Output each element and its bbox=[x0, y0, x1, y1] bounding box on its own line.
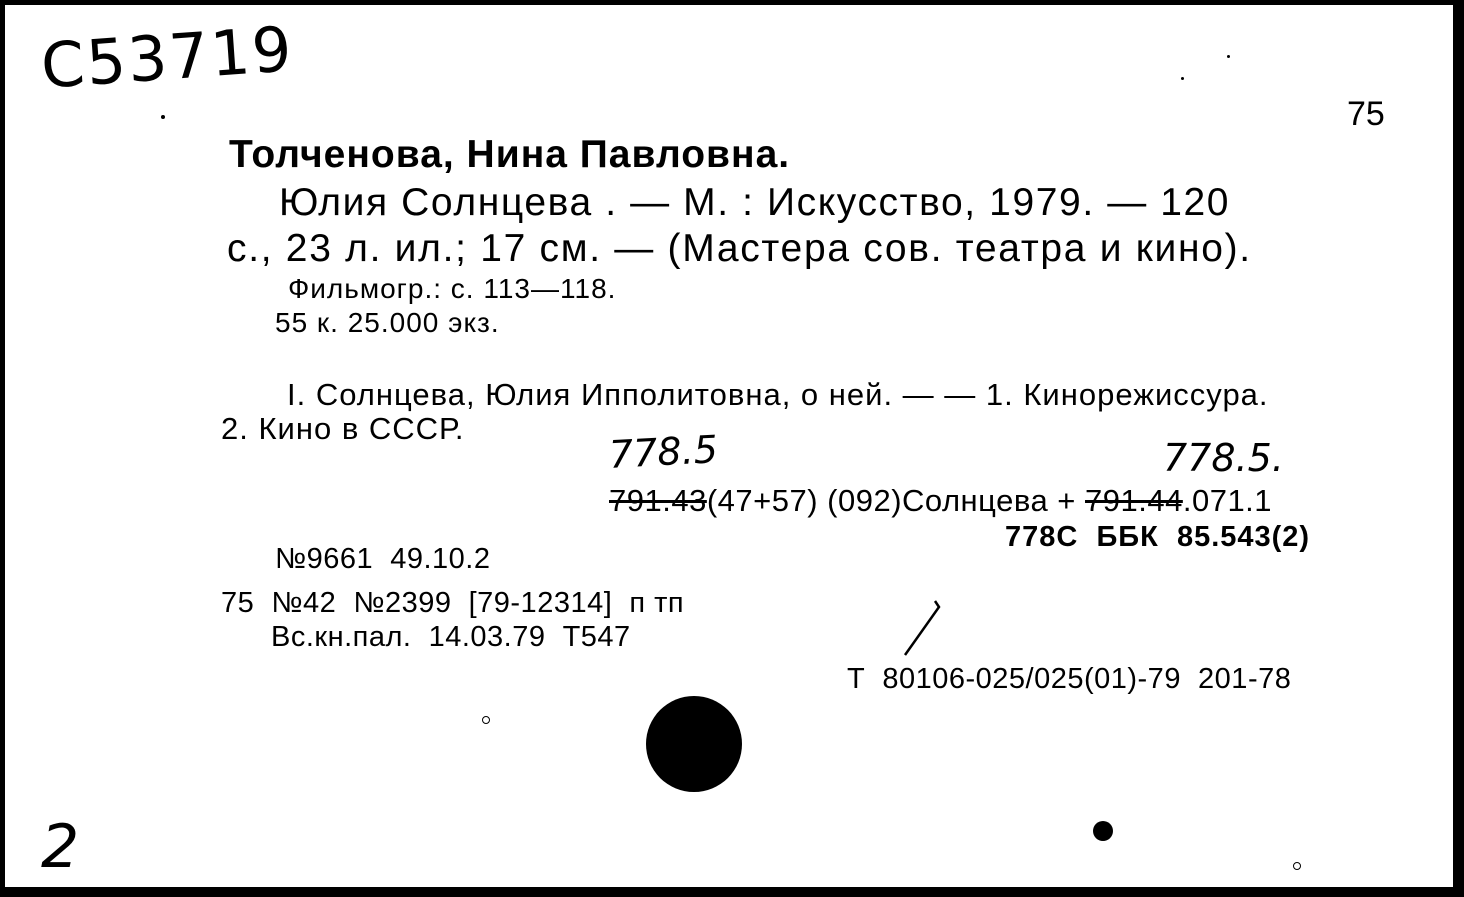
price-and-print-run: 55 к. 25.000 экз. bbox=[275, 307, 500, 338]
title-line-2: с., 23 л. ил.; 17 см. — (Мастера сов. театра и кино). bbox=[227, 227, 1252, 270]
punch-hole bbox=[646, 696, 742, 792]
card-number: 75 bbox=[1347, 95, 1385, 133]
registry-line: 75 №42 №2399 [79-12314] п тп bbox=[221, 587, 685, 619]
ink-speck bbox=[1093, 821, 1113, 841]
handwritten-shelf-mark-left: 778.5 bbox=[607, 427, 719, 477]
catalog-card bbox=[3, 3, 1455, 889]
ink-speck bbox=[1227, 55, 1230, 58]
book-chamber-line: Вс.кн.пал. 14.03.79 Т547 bbox=[271, 621, 631, 653]
udc-end: .071.1 bbox=[1182, 483, 1273, 518]
ink-speck bbox=[1293, 862, 1301, 870]
handwritten-slash-mark bbox=[895, 595, 945, 665]
udc-classification bbox=[609, 485, 1272, 516]
filmography-note: Фильмогр.: с. 113—118. bbox=[288, 273, 617, 304]
bbk-classification: 778С ББК 85.543(2) bbox=[1005, 521, 1311, 553]
udc-struck-code-2: 791.44 bbox=[1085, 483, 1183, 518]
publisher-code: Т 80106-025/025(01)-79 201-78 bbox=[847, 663, 1292, 695]
ink-speck bbox=[1181, 77, 1184, 80]
author-heading: Толченова, Нина Павловна. bbox=[229, 133, 791, 176]
title-line-1: Юлия Солнцева . — М. : Искусство, 1979. — 120 bbox=[279, 181, 1231, 224]
order-number: №9661 49.10.2 bbox=[275, 543, 491, 575]
udc-main: (47+57) (092)Солнцева + bbox=[706, 483, 1086, 518]
subjects-line-1: I. Солнцева, Юлия Ипполитовна, о ней. — — 1. Кинорежиссура. bbox=[287, 377, 1269, 412]
ink-speck bbox=[161, 115, 165, 119]
handwritten-corner-mark: 2 bbox=[41, 812, 80, 882]
handwritten-shelf-mark-right: 778.5. bbox=[1163, 436, 1284, 480]
subjects-line-2: 2. Кино в СССР. bbox=[221, 411, 465, 446]
ink-speck bbox=[482, 716, 490, 724]
handwritten-accession-number: С53719 bbox=[38, 12, 296, 103]
udc-struck-code: 791.43 bbox=[609, 483, 707, 518]
